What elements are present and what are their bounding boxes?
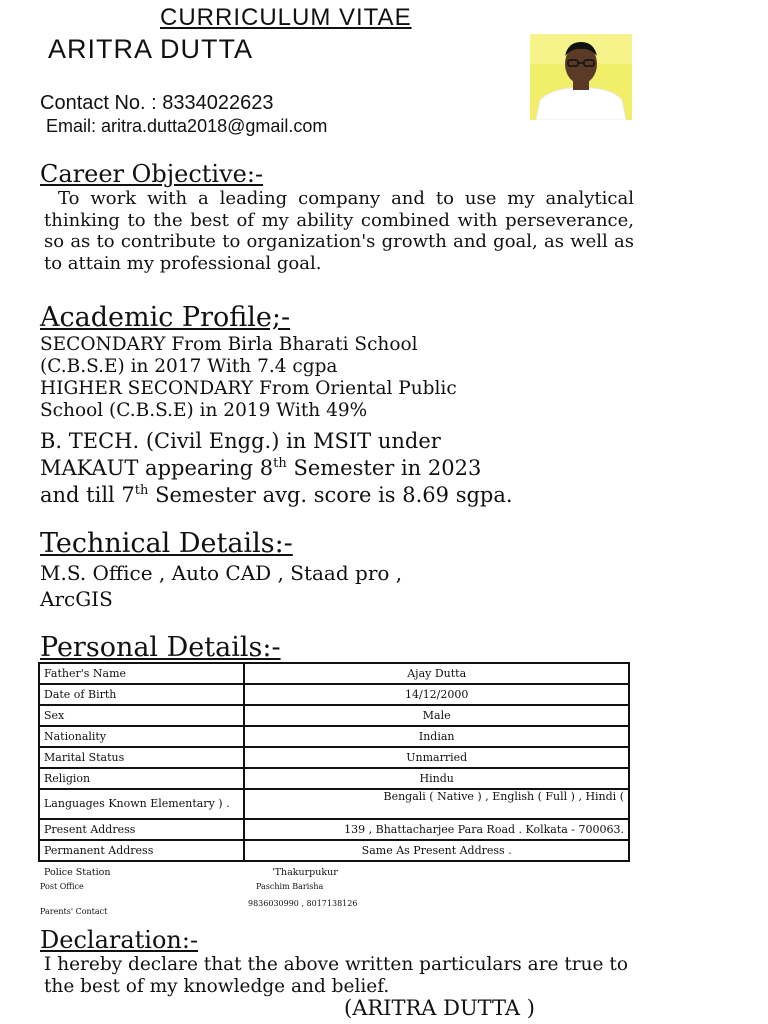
academic-line: SECONDARY From Birla Bharati School: [40, 334, 418, 355]
table-row: [39, 840, 629, 861]
row-value: Ajay Dutta: [244, 663, 629, 684]
police-station-label: Police Station: [44, 867, 111, 878]
declaration-text: I hereby declare that the above written particulars are true to the best of my knowledge and belief.: [44, 954, 628, 997]
police-station-value: 'Thakurpukur: [272, 867, 338, 878]
parents-contact-value: 9836030990 , 8017138126: [248, 899, 358, 908]
technical-skills-line: ArcGIS: [40, 587, 113, 611]
row-value: Hindu: [244, 768, 629, 789]
btech-line-2: MAKAUT appearing 8th Semester in 2023: [40, 456, 482, 480]
signature-name: (ARITRA DUTTA ): [344, 996, 535, 1020]
candidate-name: ARITRA DUTTA: [48, 34, 254, 64]
academic-line: (C.B.S.E) in 2017 With 7.4 cgpa: [40, 356, 338, 377]
career-objective-text: To work with a leading company and to use my analytical thinking to the best of my ability combined with perseverance, so as to contribute to organization's growth and goal, as well as to attain my professional goal.: [44, 188, 634, 274]
row-label: Sex: [39, 705, 244, 726]
personal-details-table: [38, 662, 630, 862]
email-address: Email: aritra.dutta2018@gmail.com: [46, 116, 328, 136]
technical-skills-line: M.S. Office , Auto CAD , Staad pro ,: [40, 561, 403, 585]
row-value: Indian: [244, 726, 629, 747]
row-value: Bengali ( Native ) , English ( Full ) , Hindi (: [244, 789, 629, 819]
academic-line: School (C.B.S.E) in 2019 With 49%: [40, 400, 368, 421]
personal-details-heading: Personal Details:-: [40, 632, 281, 663]
btech-line-1: B. TECH. (Civil Engg.) in MSIT under: [40, 429, 441, 453]
row-value: 14/12/2000: [244, 684, 629, 705]
row-label: Date of Birth: [39, 684, 244, 705]
row-label: Present Address: [39, 819, 244, 840]
parents-contact-label: Parents' Contact: [40, 907, 108, 916]
document-title: CURRICULUM VITAE: [160, 4, 412, 31]
table-row: [39, 789, 629, 819]
profile-photo: [530, 34, 632, 120]
row-label: Nationality: [39, 726, 244, 747]
row-label: Father's Name: [39, 663, 244, 684]
career-objective-heading: Career Objective:-: [40, 160, 264, 188]
row-value: Male: [244, 705, 629, 726]
btech-line-3: and till 7th Semester avg. score is 8.69 sgpa.: [40, 483, 513, 507]
row-label: Languages Known Elementary ) .: [39, 789, 244, 819]
row-label: Permanent Address: [39, 840, 244, 861]
table-row: [39, 705, 629, 726]
table-row: [39, 819, 629, 840]
technical-details-heading: Technical Details:-: [40, 528, 293, 559]
table-row: [39, 726, 629, 747]
row-value: Same As Present Address .: [244, 840, 629, 861]
post-office-label: Post Office: [40, 882, 84, 891]
row-value: Unmarried: [244, 747, 629, 768]
declaration-heading: Declaration:-: [40, 926, 199, 954]
academic-profile-heading: Academic Profile;-: [40, 302, 291, 333]
academic-line: HIGHER SECONDARY From Oriental Public: [40, 378, 457, 399]
table-row: [39, 768, 629, 789]
table-row: [39, 663, 629, 684]
contact-number: Contact No. : 8334022623: [40, 92, 274, 114]
table-row: [39, 747, 629, 768]
row-value: 139 , Bhattacharjee Para Road . Kolkata - 700063.: [244, 819, 629, 840]
person-photo-icon: [530, 34, 632, 120]
row-label: Religion: [39, 768, 244, 789]
post-office-value: Paschim Barisha: [256, 882, 324, 891]
row-label: Marital Status: [39, 747, 244, 768]
table-row: [39, 684, 629, 705]
